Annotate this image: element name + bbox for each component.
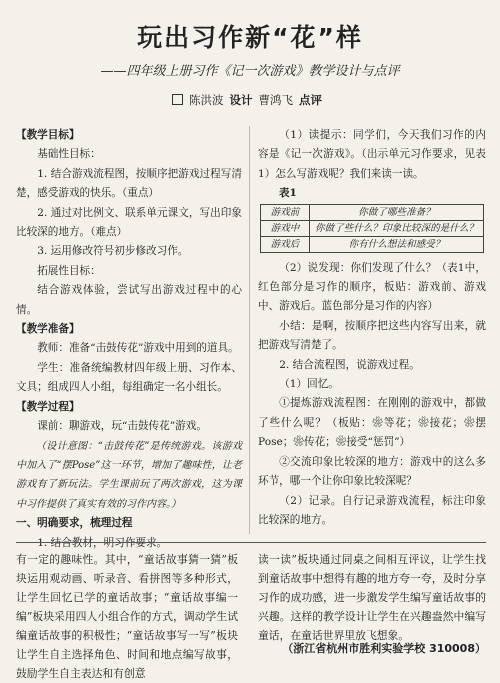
paragraph: （2）记录。自行记录游戏流程，标注印象比较深的地方。 <box>258 494 486 526</box>
table-row <box>261 204 484 220</box>
table-cell-stage: 游戏后 <box>261 236 310 252</box>
paragraph: 课前：聊游戏，玩“击鼓传花”游戏。 <box>37 420 207 433</box>
author-name-2: 曹鸿飞 <box>258 93 293 107</box>
subsection-heading: 一、明确要求，梳理过程 <box>16 517 133 530</box>
table-caption: 表1 <box>279 187 297 200</box>
design-intent-note: （设计意图：“击鼓传花”是传统游戏。该游戏中加入了“摆Pose”这一环节，增加了趣味性，让老游戏有了新玩法。学生课前玩了两次游戏，这为课中习作提供了真实有效的习作内容。） <box>16 440 242 510</box>
table-cell-stage: 游戏前 <box>261 204 310 220</box>
paragraph: 教师：准备“击鼓传花”游戏中用到的道具。 <box>37 342 239 355</box>
author-name-1: 陈洪波 <box>189 93 224 107</box>
bottom-right-column <box>258 550 486 645</box>
paragraph: ②交流印象比较深的地方：游戏中的这么多环节，哪一个让你印象比较深呢？ <box>258 455 486 488</box>
paragraph: 小结：是啊，按顺序把这些内容写出来，就把游戏写清楚了。 <box>258 319 486 352</box>
paragraph: （1）回忆。 <box>279 378 339 391</box>
paragraph: 2. 通过对比例文、联系单元课文，写出印象比较深的地方。（难点） <box>16 206 242 239</box>
paragraph: 有一定的趣味性。其中，“童话故事猜一猜”板块运用观动画、听录音、看拼图等多种形式，让学生回忆已学的童话故事；“童话故事编一编”板块采用四人小组合作的方式，调动学生试编童话故事的积极性；“童话故事写一写”板块让学生自主选择角色、时间和地点编写故事，鼓励学生自主表达和有创意 <box>16 553 238 680</box>
paragraph: 基础性目标： <box>37 148 101 161</box>
paragraph: 拓展性目标： <box>37 264 101 277</box>
paragraph: 读一读”板块通过同桌之间相互评议，让学生找到童话故事中想得有趣的地方夸一夸，及时分享习作的成功感，进一步激发学生编写童话故事的兴趣。这样的教学设计让学生在兴趣盎然中编写童话，在童话世界里放飞想象。 <box>258 553 486 642</box>
table-cell-question: 你有什么想法和感受？ <box>310 236 484 252</box>
paragraph: 学生：准备统编教材四年级上册、习作本、文具；组成四人小组，每组确定一名小组长。 <box>16 361 242 394</box>
article-subtitle: ——四年级上册习作《记一次游戏》教学设计与点评 <box>100 64 400 79</box>
section-heading-goals: 【教学目标】 <box>16 129 80 141</box>
table-cell-question: 你做了些什么？印象比较深的是什么？ <box>310 220 484 236</box>
paragraph: （1）读提示：同学们，今天我们习作的内容是《记一次游戏》。（出示单元习作要求，见表1）怎么写游戏呢？我们来读一读。 <box>258 129 486 180</box>
section-heading-process: 【教学过程】 <box>16 400 80 413</box>
right-column <box>258 126 486 530</box>
requirements-table <box>260 204 484 253</box>
column-divider <box>249 126 250 534</box>
paragraph: 1. 结合游戏流程图，按顺序把游戏过程写清楚，感受游戏的快乐。（重点） <box>16 167 242 200</box>
bottom-left-column <box>16 550 238 683</box>
author-line <box>0 92 500 108</box>
paragraph: ①提炼游戏流程图：在刚刚的游戏中，都做了些什么呢？（板贴：❀等花；❀接花；❀摆Pose；❀传花；❀接受“惩罚”） <box>258 397 486 449</box>
section-heading-prep: 【教学准备】 <box>16 323 80 336</box>
author-role-2: 点评 <box>299 93 322 107</box>
paragraph: 结合游戏体验，尝试写出游戏过程中的心情。 <box>16 284 242 316</box>
table-row <box>261 236 484 252</box>
paragraph: 3. 运用修改符号初步修改习作。 <box>37 245 189 258</box>
article-title: 玩出习作新“花”样 <box>137 23 363 52</box>
paragraph: （2）说发现：你们发现了什么？（表1中，红色部分是习作的顺序，板贴：游戏前、游戏中、游戏后。蓝色部分是习作的内容） <box>258 261 486 313</box>
table-cell-stage: 游戏中 <box>261 220 310 236</box>
square-marker-icon <box>172 94 183 105</box>
author-role-1: 设计 <box>229 93 253 107</box>
section-rule <box>16 542 486 543</box>
author-affiliation: （浙江省杭州市胜利实验学校 310008） <box>282 642 486 655</box>
table-cell-question: 你做了哪些准备？ <box>310 204 484 220</box>
table-row <box>261 220 484 236</box>
left-column <box>16 126 242 553</box>
paragraph: 2. 结合流程图，说游戏过程。 <box>279 358 420 371</box>
